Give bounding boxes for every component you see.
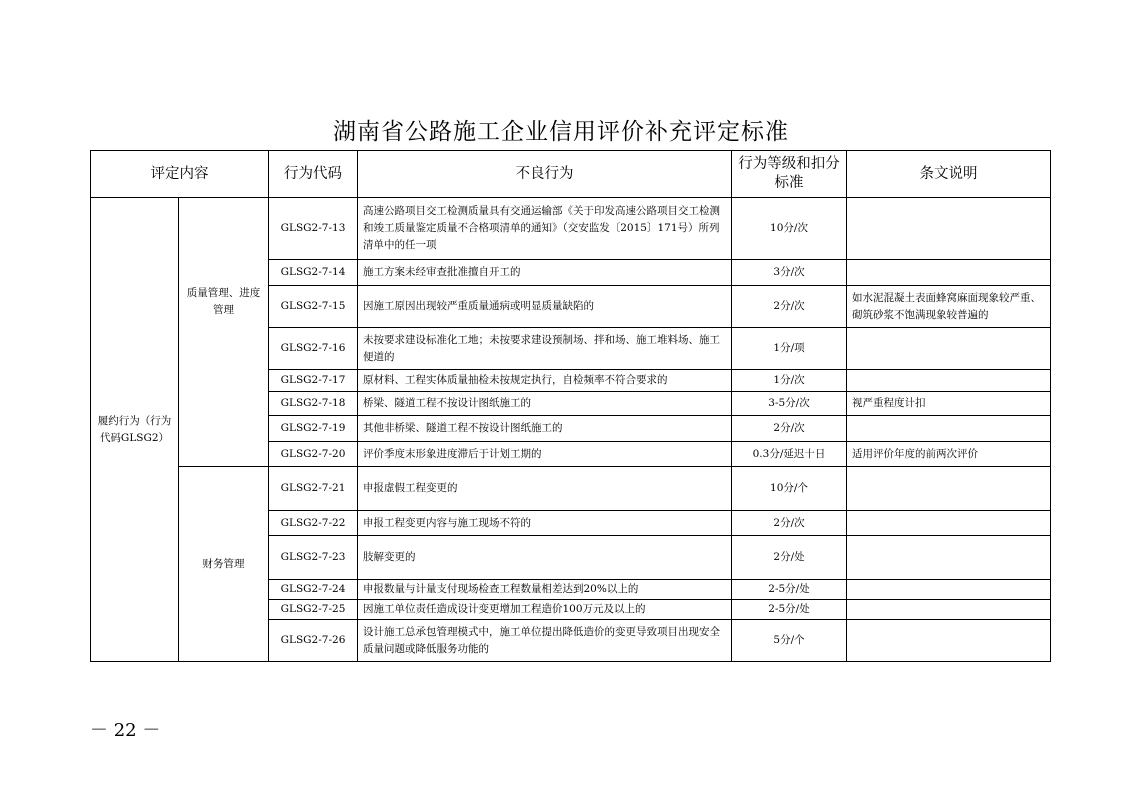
score-cell: 1分/项 [732,328,847,370]
behavior-cell: 申报工程变更内容与施工现场不符的 [358,511,732,536]
behavior-cell: 申报虚假工程变更的 [358,467,732,511]
behavior-cell: 因施工原因出现较严重质量通病或明显质量缺陷的 [358,286,732,328]
header-note: 条文说明 [847,151,1051,198]
header-behavior: 不良行为 [358,151,732,198]
code-cell: GLSG2-7-18 [269,392,358,416]
page-number: － 22 － [90,720,161,741]
score-cell: 5分/个 [732,620,847,662]
evaluation-table [90,150,1051,662]
note-cell [847,620,1051,662]
note-cell [847,580,1051,600]
behavior-cell: 高速公路项目交工检测质量具有交通运输部《关于印发高速公路项目交工检测和竣工质量鉴定质量不合格项清单的通知》（交安监发〔2015〕171号）所列清单中的任一项 [358,198,732,260]
note-cell: 视严重程度计扣 [847,392,1051,416]
note-cell [847,511,1051,536]
score-cell: 2分/处 [732,536,847,580]
group-cell: 财务管理 [179,467,269,662]
score-cell: 0.3分/延迟十日 [732,442,847,467]
code-cell: GLSG2-7-20 [269,442,358,467]
category-cell: 履约行为（行为代码GLSG2） [91,198,179,662]
score-cell: 2-5分/处 [732,580,847,600]
behavior-cell: 设计施工总承包管理模式中，施工单位提出降低造价的变更导致项目出现安全质量问题或降低服务功能的 [358,620,732,662]
note-cell [847,328,1051,370]
score-cell: 2分/次 [732,416,847,442]
score-cell: 1分/次 [732,370,847,392]
note-cell [847,467,1051,511]
behavior-cell: 其他非桥梁、隧道工程不按设计图纸施工的 [358,416,732,442]
behavior-cell: 因施工单位责任造成设计变更增加工程造价100万元及以上的 [358,600,732,620]
score-cell: 10分/次 [732,198,847,260]
score-cell: 10分/个 [732,467,847,511]
code-cell: GLSG2-7-14 [269,260,358,286]
code-cell: GLSG2-7-15 [269,286,358,328]
score-cell: 2-5分/处 [732,600,847,620]
code-cell: GLSG2-7-17 [269,370,358,392]
behavior-cell: 申报数量与计量支付现场检查工程数量相差达到20%以上的 [358,580,732,600]
table-header-row [91,151,1051,198]
score-cell: 3分/次 [732,260,847,286]
behavior-cell: 评价季度末形象进度滞后于计划工期的 [358,442,732,467]
code-cell: GLSG2-7-22 [269,511,358,536]
behavior-cell: 未按要求建设标准化工地；未按要求建设预制场、拌和场、施工堆料场、施工便道的 [358,328,732,370]
header-content: 评定内容 [91,151,269,198]
behavior-cell: 肢解变更的 [358,536,732,580]
note-cell: 适用评价年度的前两次评价 [847,442,1051,467]
score-cell: 3-5分/次 [732,392,847,416]
score-cell: 2分/次 [732,511,847,536]
note-cell [847,416,1051,442]
note-cell [847,600,1051,620]
note-cell [847,370,1051,392]
header-code: 行为代码 [269,151,358,198]
code-cell: GLSG2-7-21 [269,467,358,511]
table-row [91,198,1051,260]
note-cell [847,198,1051,260]
code-cell: GLSG2-7-23 [269,536,358,580]
note-cell [847,260,1051,286]
behavior-cell: 桥梁、隧道工程不按设计图纸施工的 [358,392,732,416]
note-cell: 如水泥混凝土表面蜂窝麻面现象较严重、砌筑砂浆不饱满现象较普遍的 [847,286,1051,328]
code-cell: GLSG2-7-13 [269,198,358,260]
code-cell: GLSG2-7-16 [269,328,358,370]
score-cell: 2分/次 [732,286,847,328]
group-cell: 质量管理、进度管理 [179,198,269,467]
behavior-cell: 原材料、工程实体质量抽检未按规定执行，自检频率不符合要求的 [358,370,732,392]
behavior-cell: 施工方案未经审查批准擅自开工的 [358,260,732,286]
header-level: 行为等级和扣分标准 [732,151,847,198]
note-cell [847,536,1051,580]
code-cell: GLSG2-7-24 [269,580,358,600]
document-title: 湖南省公路施工企业信用评价补充评定标准 [333,119,789,145]
table-row [91,467,1051,511]
code-cell: GLSG2-7-25 [269,600,358,620]
code-cell: GLSG2-7-26 [269,620,358,662]
code-cell: GLSG2-7-19 [269,416,358,442]
